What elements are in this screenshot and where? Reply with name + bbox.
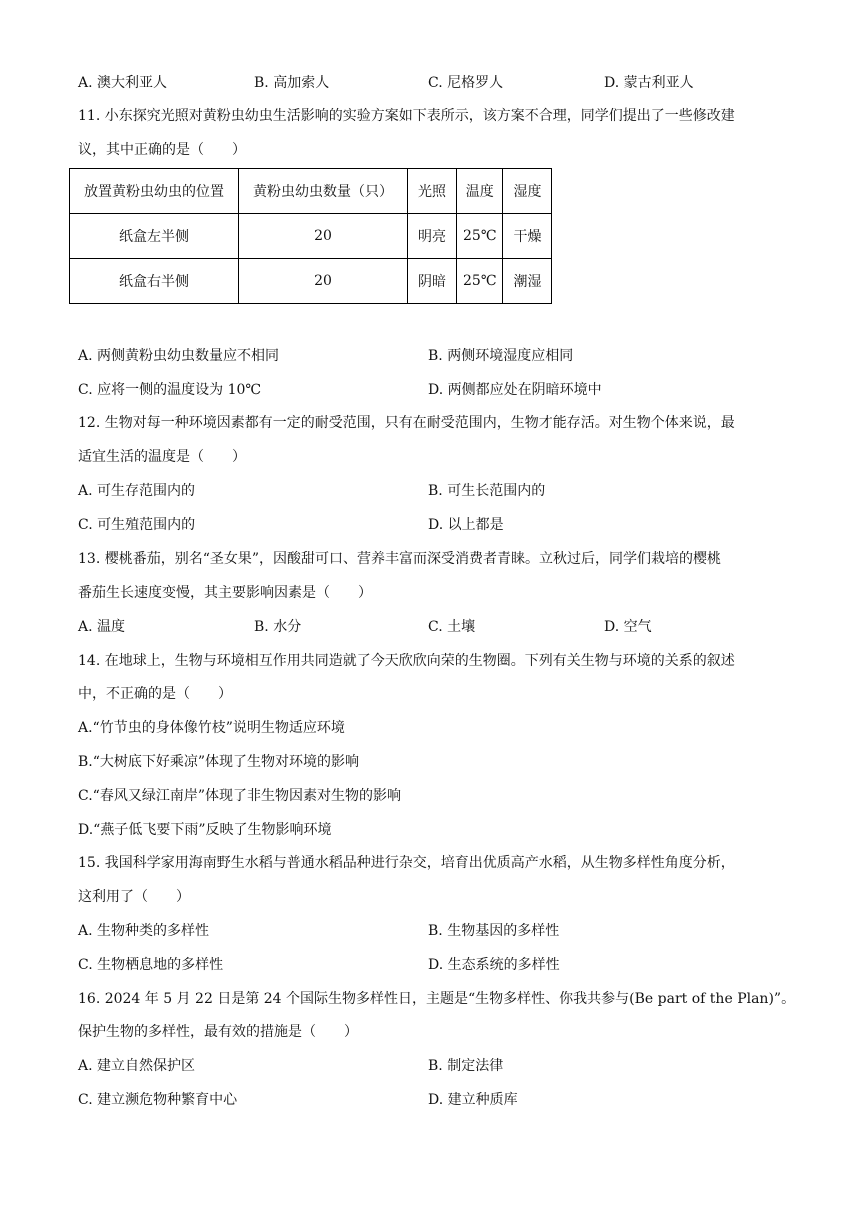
q15-stem-line1: 15. 我国科学家用海南野生水稻与普通水稻品种进行杂交，培育出优质高产水稻，从生物多样性角度分析， [78, 855, 735, 871]
table-row [70, 214, 552, 259]
q12-stem-line2: 适宜生活的温度是（ ） [78, 449, 246, 465]
q16-option-d: D. 建立种质库 [428, 1092, 518, 1108]
q12-option-c: C. 可生殖范围内的 [78, 517, 196, 533]
table-header-cell: 放置黄粉虫幼虫的位置 [70, 169, 239, 214]
q10-option-b: B. 高加索人 [254, 75, 330, 91]
q14-stem-line1: 14. 在地球上，生物与环境相互作用共同造就了今天欣欣向荣的生物圈。下列有关生物与环境的关系的叙述 [78, 653, 735, 669]
q15-option-a: A. 生物种类的多样性 [78, 923, 210, 939]
q13-option-b: B. 水分 [254, 619, 302, 635]
table-header-cell: 光照 [408, 169, 457, 214]
table-cell: 潮湿 [503, 259, 552, 304]
q11-option-a: A. 两侧黄粉虫幼虫数量应不相同 [78, 348, 280, 364]
table-cell: 纸盒左半侧 [70, 214, 239, 259]
table-cell: 明亮 [408, 214, 457, 259]
q11-stem-line2: 议，其中正确的是（ ） [78, 142, 246, 158]
q15-option-d: D. 生态系统的多样性 [428, 957, 560, 973]
table-cell: 阴暗 [408, 259, 457, 304]
q12-option-b: B. 可生长范围内的 [428, 483, 546, 499]
q14-option-b: B.“大树底下好乘凉”体现了生物对环境的影响 [78, 754, 360, 770]
q11-option-d: D. 两侧都应处在阴暗环境中 [428, 382, 602, 398]
table-header-row [70, 169, 552, 214]
table-cell: 20 [239, 259, 408, 304]
q11-stem-line1: 11. 小东探究光照对黄粉虫幼虫生活影响的实验方案如下表所示，该方案不合理，同学们提出了一些修改建 [78, 108, 735, 124]
experiment-table [69, 168, 552, 304]
q10-option-c: C. 尼格罗人 [428, 75, 504, 91]
q14-stem-line2: 中，不正确的是（ ） [78, 686, 232, 702]
q13-option-a: A. 温度 [78, 619, 126, 635]
q13-stem-line1: 13. 樱桃番茄，别名“圣女果”，因酸甜可口、营养丰富而深受消费者青睐。立秋过后，同学们栽培的樱桃 [78, 551, 722, 567]
table-header-cell: 湿度 [503, 169, 552, 214]
q11-option-b: B. 两侧环境湿度应相同 [428, 348, 574, 364]
table-row [70, 259, 552, 304]
q15-option-b: B. 生物基因的多样性 [428, 923, 560, 939]
q12-option-a: A. 可生存范围内的 [78, 483, 196, 499]
q13-option-c: C. 土壤 [428, 619, 476, 635]
table-cell: 干燥 [503, 214, 552, 259]
q16-option-a: A. 建立自然保护区 [78, 1058, 196, 1074]
table-cell: 纸盒右半侧 [70, 259, 239, 304]
q10-option-a: A. 澳大利亚人 [78, 75, 168, 91]
q13-option-d: D. 空气 [604, 619, 652, 635]
q16-option-c: C. 建立濒危物种繁育中心 [78, 1092, 238, 1108]
table-cell: 25℃ [457, 259, 503, 304]
q16-stem-line2: 保护生物的多样性，最有效的措施是（ ） [78, 1024, 358, 1040]
table-header-cell: 温度 [457, 169, 503, 214]
q16-option-b: B. 制定法律 [428, 1058, 504, 1074]
q15-stem-line2: 这利用了（ ） [78, 889, 190, 905]
table-cell: 20 [239, 214, 408, 259]
q15-option-c: C. 生物栖息地的多样性 [78, 957, 224, 973]
q12-option-d: D. 以上都是 [428, 517, 504, 533]
q13-stem-line2: 番茄生长速度变慢，其主要影响因素是（ ） [78, 585, 372, 601]
table-cell: 25℃ [457, 214, 503, 259]
q12-stem-line1: 12. 生物对每一种环境因素都有一定的耐受范围，只有在耐受范围内，生物才能存活。对生物个体来说，最 [78, 415, 735, 431]
q14-option-c: C.“春风又绿江南岸”体现了非生物因素对生物的影响 [78, 788, 401, 804]
q10-option-d: D. 蒙古利亚人 [604, 75, 694, 91]
q14-option-a: A.“竹节虫的身体像竹枝”说明生物适应环境 [78, 720, 345, 736]
q11-option-c: C. 应将一侧的温度设为 10℃ [78, 382, 262, 398]
table-header-cell: 黄粉虫幼虫数量（只） [239, 169, 408, 214]
q14-option-d: D.“燕子低飞要下雨”反映了生物影响环境 [78, 822, 332, 838]
q16-stem-line1: 16. 2024 年 5 月 22 日是第 24 个国际生物多样性日，主题是“生物多样性、你我共参与(Be part of the Plan)”。 [78, 991, 796, 1007]
